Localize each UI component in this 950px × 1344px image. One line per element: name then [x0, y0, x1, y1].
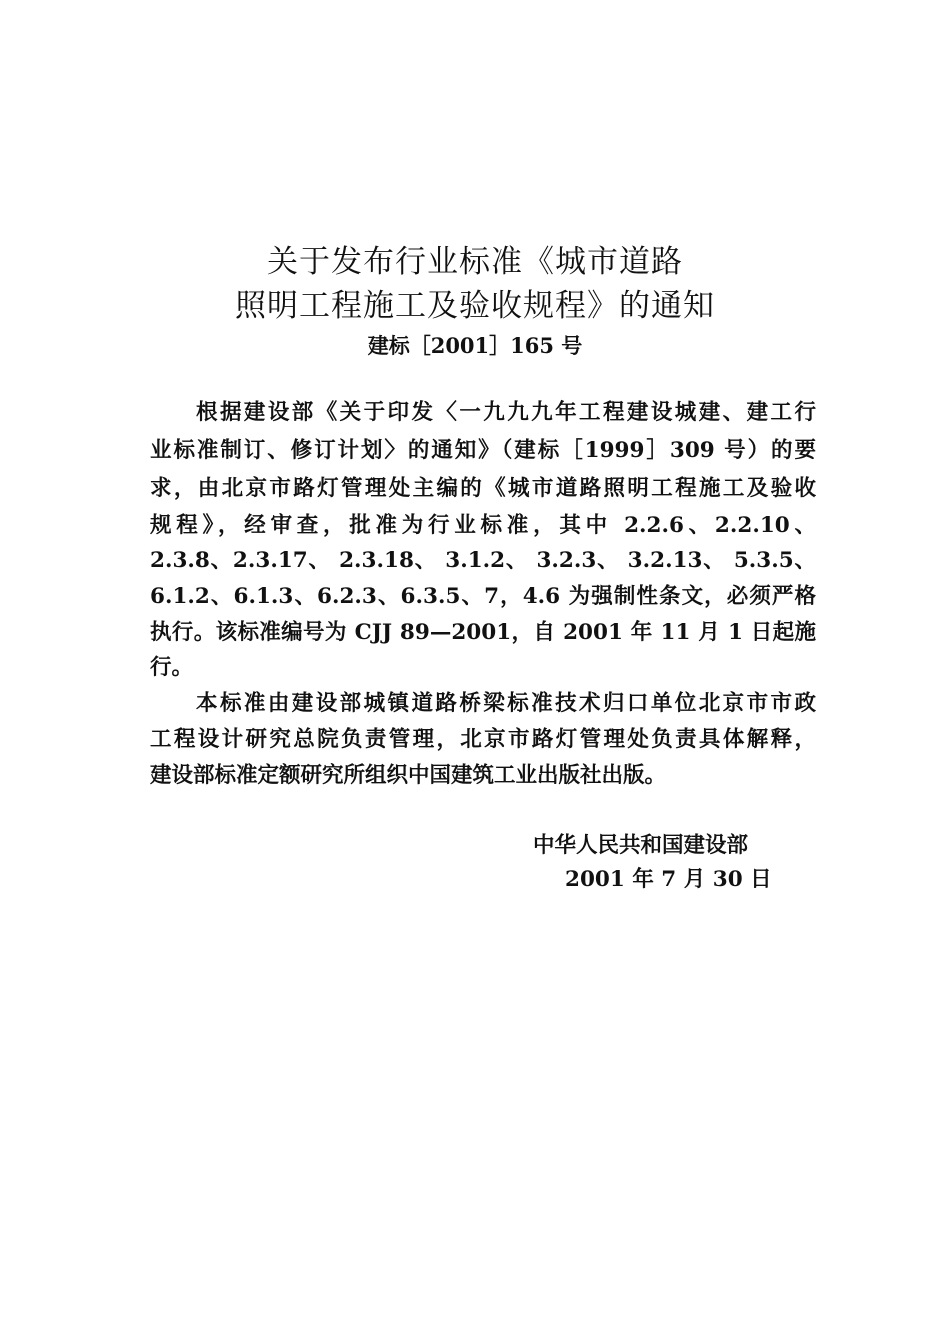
notice-title-line-2: 照明工程施工及验收规程》的通知: [235, 288, 715, 324]
paragraph-1-line-5: 2.3.8、2.3.17、 2.3.18、 3.1.2、 3.2.3、 3.2.13、 5.3.5、: [150, 548, 816, 573]
paragraph-1-line-8: 行。: [150, 655, 194, 680]
document-number: 建标［2001］165 号: [367, 333, 583, 358]
paragraph-1-line-6: 6.1.2、6.1.3、6.2.3、6.3.5、7，4.6 为强制性条文，必须严格: [150, 584, 816, 609]
issue-date: 2001 年 7 月 30 日: [565, 867, 772, 892]
paragraph-1-line-1: 根据建设部《关于印发〈一九九九年工程建设城建、建工行: [196, 400, 816, 425]
paragraph-2-line-1: 本标准由建设部城镇道路桥梁标准技术归口单位北京市市政: [196, 691, 816, 716]
paragraph-1-line-3: 求，由北京市路灯管理处主编的《城市道路照明工程施工及验收: [150, 476, 816, 501]
paragraph-1-line-7: 执行。该标准编号为 CJJ 89—2001，自 2001 年 11 月 1 日起施: [150, 620, 816, 645]
paragraph-1-line-4: 规程》，经审查，批准为行业标准，其中 2.2.6、2.2.10、: [150, 513, 816, 538]
paragraph-2-line-3: 建设部标准定额研究所组织中国建筑工业出版社出版。: [150, 763, 667, 788]
notice-title-line-1: 关于发布行业标准《城市道路: [267, 244, 683, 280]
issuer-name: 中华人民共和国建设部: [533, 833, 749, 858]
paragraph-1-line-2: 业标准制订、修订计划〉的通知》（建标［1999］309 号）的要: [150, 438, 816, 463]
paragraph-2-line-2: 工程设计研究总院负责管理，北京市路灯管理处负责具体解释，: [150, 727, 816, 752]
